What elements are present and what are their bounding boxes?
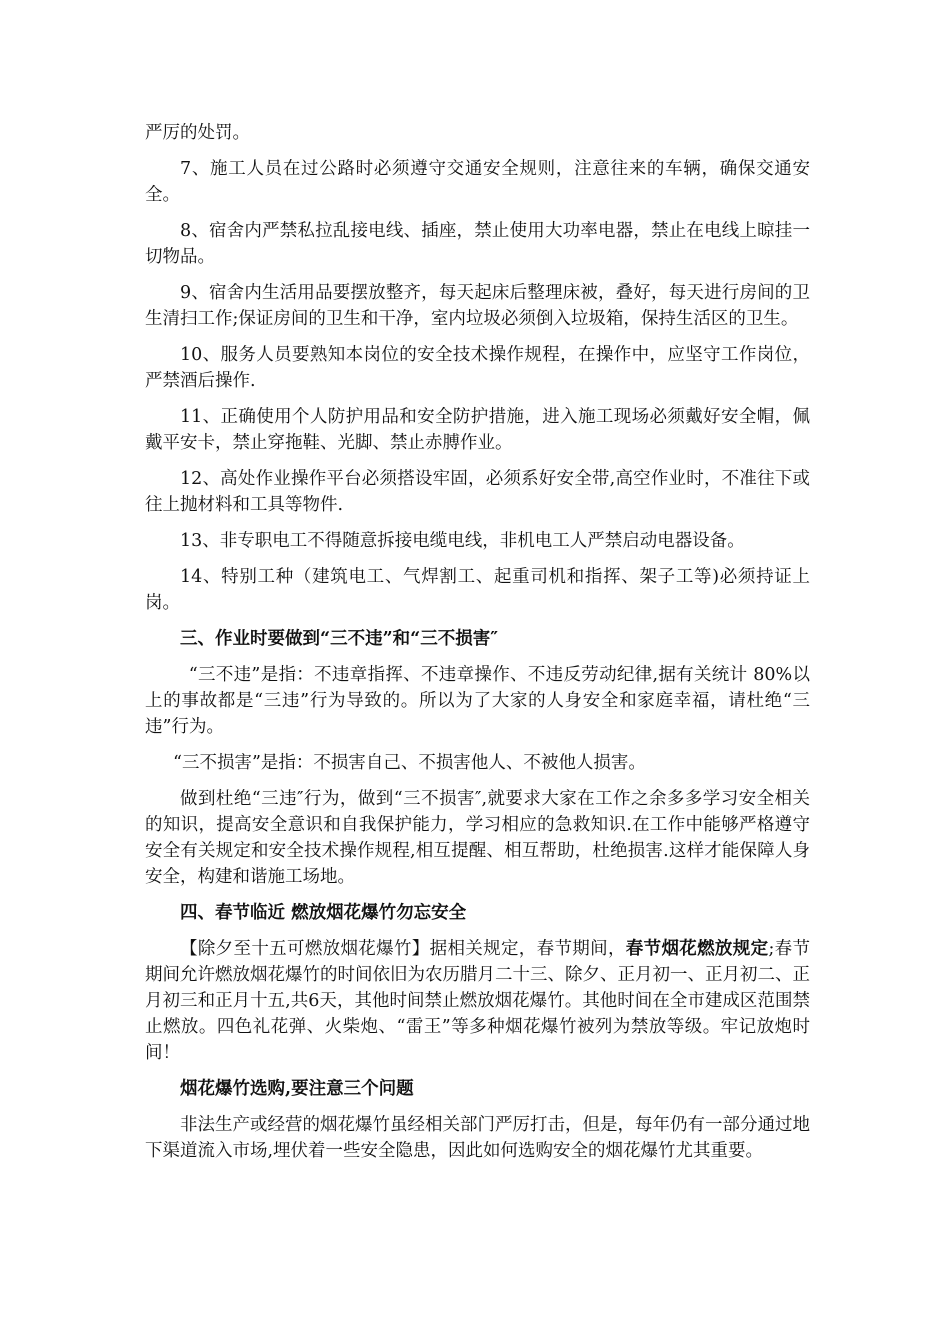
paragraph-item-11: 11、正确使用个人防护用品和安全防护措施，进入施工现场必须戴好安全帽，佩戴平安卡，禁止穿拖鞋、光脚、禁止赤膊作业。 — [145, 407, 810, 453]
paragraph-item-14: 14、特别工种（建筑电工、气焊割工、起重司机和指挥、架子工等)必须持证上岗。 — [145, 567, 810, 613]
section-3-heading: 三、作业时要做到“三不违”和“三不损害″ — [180, 629, 499, 649]
section-4-heading: 四、春节临近 燃放烟花爆竹勿忘安全 — [180, 903, 467, 923]
section-3-paragraph-3: 做到杜绝“三违″行为，做到“三不损害″,就要求大家在工作之余多多学习安全相关的知识，提高安全意识和自我保护能力，学习相应的急救知识.在工作中能够严格遵守安全有关规定和安全技术操作规程,相互提醒、相互帮助，杜绝损害.这样才能保障人身安全，构建和谐施工场地。 — [145, 789, 810, 887]
section-3-paragraph-2: “三不损害”是指：不损害自己、不损害他人、不被他人损害。 — [173, 753, 646, 773]
paragraph-continued: 严厉的处罚。 — [145, 123, 250, 143]
paragraph-item-13: 13、非专职电工不得随意拆接电缆电线，非机电工人严禁启动电器设备。 — [180, 531, 745, 551]
section-3-paragraph-1: “三不违”是指：不违章指挥、不违章操作、不违反劳动纪律,据有关统计 80%以上的事故都是“三违”行为导致的。所以为了大家的人身安全和家庭幸福，请杜绝“三违”行为。 — [145, 665, 810, 737]
paragraph-item-8: 8、宿舍内严禁私拉乱接电线、插座，禁止使用大功率电器，禁止在电线上晾挂一切物品。 — [145, 221, 810, 267]
paragraph-item-10: 10、服务人员要熟知本岗位的安全技术操作规程，在操作中，应坚守工作岗位，严禁酒后操作. — [145, 345, 810, 391]
section-4-paragraph-1 — [145, 936, 810, 1066]
section-4-subheading: 烟花爆竹选购,要注意三个问题 — [180, 1079, 414, 1099]
paragraph-item-7: 7、施工人员在过公路时必须遵守交通安全规则，注意往来的车辆，确保交通安全。 — [145, 159, 810, 205]
section-4-paragraph-2: 非法生产或经营的烟花爆竹虽经相关部门严厉打击，但是，每年仍有一部分通过地下渠道流入市场,埋伏着一些安全隐患，因此如何选购安全的烟花爆竹尤其重要。 — [145, 1115, 810, 1161]
section-4-paragraph-1-bold: 春节烟花燃放规定 — [625, 939, 769, 959]
section-4-paragraph-1-lead: 【除夕至十五可燃放烟花爆竹】据相关规定，春节期间， — [180, 939, 626, 959]
paragraph-item-12: 12、高处作业操作平台必须搭设牢固，必须系好安全带,高空作业时，不准往下或往上抛材料和工具等物件. — [145, 469, 810, 515]
document-body — [145, 120, 810, 1174]
paragraph-item-9: 9、宿舍内生活用品要摆放整齐，每天起床后整理床被，叠好，每天进行房间的卫生清扫工作;保证房间的卫生和干净，室内垃圾必须倒入垃圾箱，保持生活区的卫生。 — [145, 283, 810, 329]
section-4-paragraph-1-rest: ;春节期间允许燃放烟花爆竹的时间依旧为农历腊月二十三、除夕、正月初一、正月初二、正月初三和正月十五,共6天，其他时间禁止燃放烟花爆竹。其他时间在全市建成区范围禁止燃放。四色礼花弹、火柴炮、“雷王”等多种烟花爆竹被列为禁放等级。牢记放炮时间！ — [145, 939, 810, 1063]
